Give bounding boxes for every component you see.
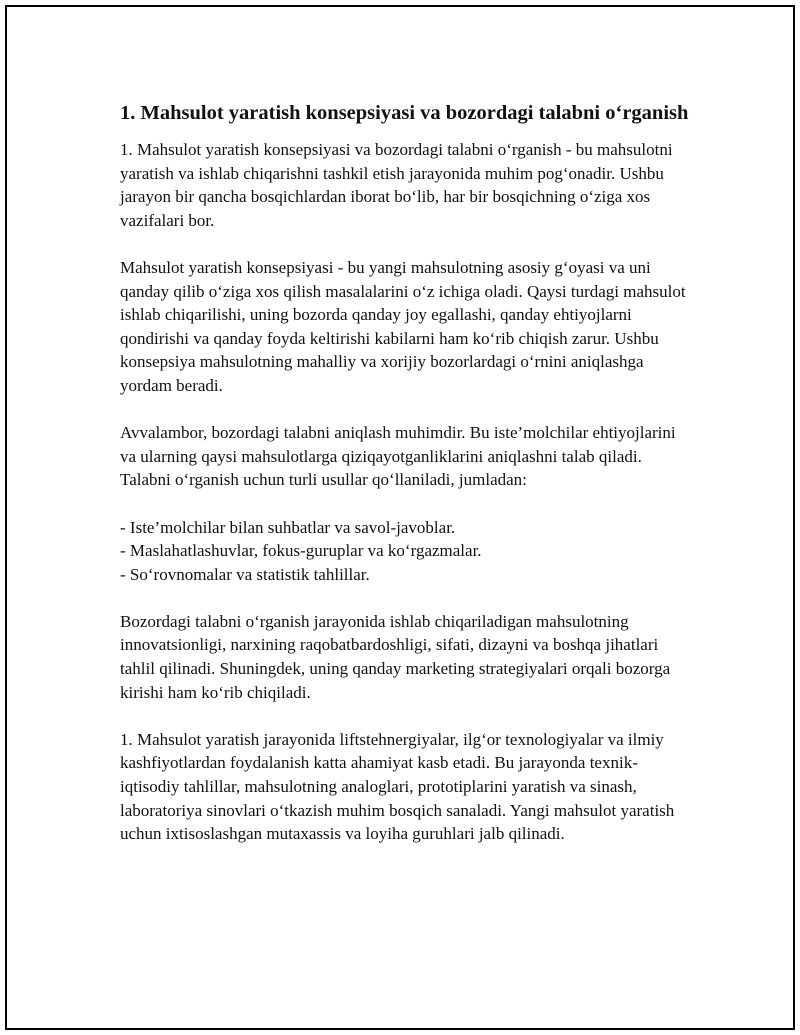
- paragraph-technology: 1. Mahsulot yaratish jarayonida liftstehnergiyalar, ilg‘or texnologiyalar va ilmiy kashfiyotlardan foydalanish katta ahamiyat kasb etadi. Bu jarayonda texnik-iqtisodiy tahlillar, mahsulotning analoglari, prototiplarini yaratish va sinash, laboratoriya sinovlari o‘tkazish muhim bosqich sanaladi. Yangi mahsulot yaratish uchun ixtisoslashgan mutaxassis va loyiha guruhlari jalb qilinadi.: [120, 729, 675, 844]
- paragraph-spacer: [120, 492, 692, 516]
- paragraph-demand: Avvalambor, bozordagi talabni aniqlash muhimdir. Bu iste’molchilar ehtiyojlarini va ularning qaysi mahsulotlarga qiziqayotganliklarini aniqlashni talab qiladi. Talabni o‘rganish uchun turli usullar qo‘llaniladi, jumladan:: [120, 423, 676, 490]
- page-frame: [5, 5, 795, 1030]
- document-title: 1. Mahsulot yaratish konsepsiyasi va bozordagi talabni o‘rganish: [120, 102, 689, 124]
- paragraph-spacer: [120, 586, 692, 610]
- list-item: - Maslahatlashuvlar, fokus-guruplar va ko‘rgazmalar.: [120, 541, 482, 561]
- paragraph-analysis: Bozordagi talabni o‘rganish jarayonida ishlab chiqariladigan mahsulotning innovatsionligi, narxining raqobatbardoshligi, sifati, dizayni va boshqa jihatlari tahlil qilinadi. Shuningdek, uning qanday marketing strategiyalari orqali bozorga kirishi ham ko‘rib chiqiladi.: [120, 611, 671, 702]
- paragraph-concept: Mahsulot yaratish konsepsiyasi - bu yangi mahsulotning asosiy g‘oyasi va uni qanday qilib o‘ziga xos qilish masalalarini o‘z ichiga oladi. Qaysi turdagi mahsulot ishlab chiqarilishi, uning bozorda qanday joy egallashi, qanday ehtiyojlarni qondirishi va qanday foyda keltirishi kabilarni ham ko‘rib chiqish zarur. Ushbu konsepsiya mahsulotning mahalliy va xorijiy bozorlardagi o‘rnini aniqlashga yordam beradi.: [120, 257, 686, 395]
- document-body: [120, 100, 692, 846]
- list-item: - Iste’molchilar bilan suhbatlar va savol-javoblar.: [120, 517, 456, 537]
- paragraph-spacer: [120, 232, 692, 256]
- paragraph-spacer: [120, 704, 692, 728]
- methods-list: [120, 516, 692, 587]
- list-item: - So‘rovnomalar va statistik tahlillar.: [120, 564, 370, 584]
- paragraph-spacer: [120, 398, 692, 422]
- paragraph-intro: 1. Mahsulot yaratish konsepsiyasi va bozordagi talabni o‘rganish - bu mahsulotni yaratish va ishlab chiqarishni tashkil etish jarayonida muhim pog‘onadir. Ushbu jarayon bir qancha bosqichlardan iborat bo‘lib, har bir bosqichning o‘ziga xos vazifalari bor.: [120, 140, 673, 230]
